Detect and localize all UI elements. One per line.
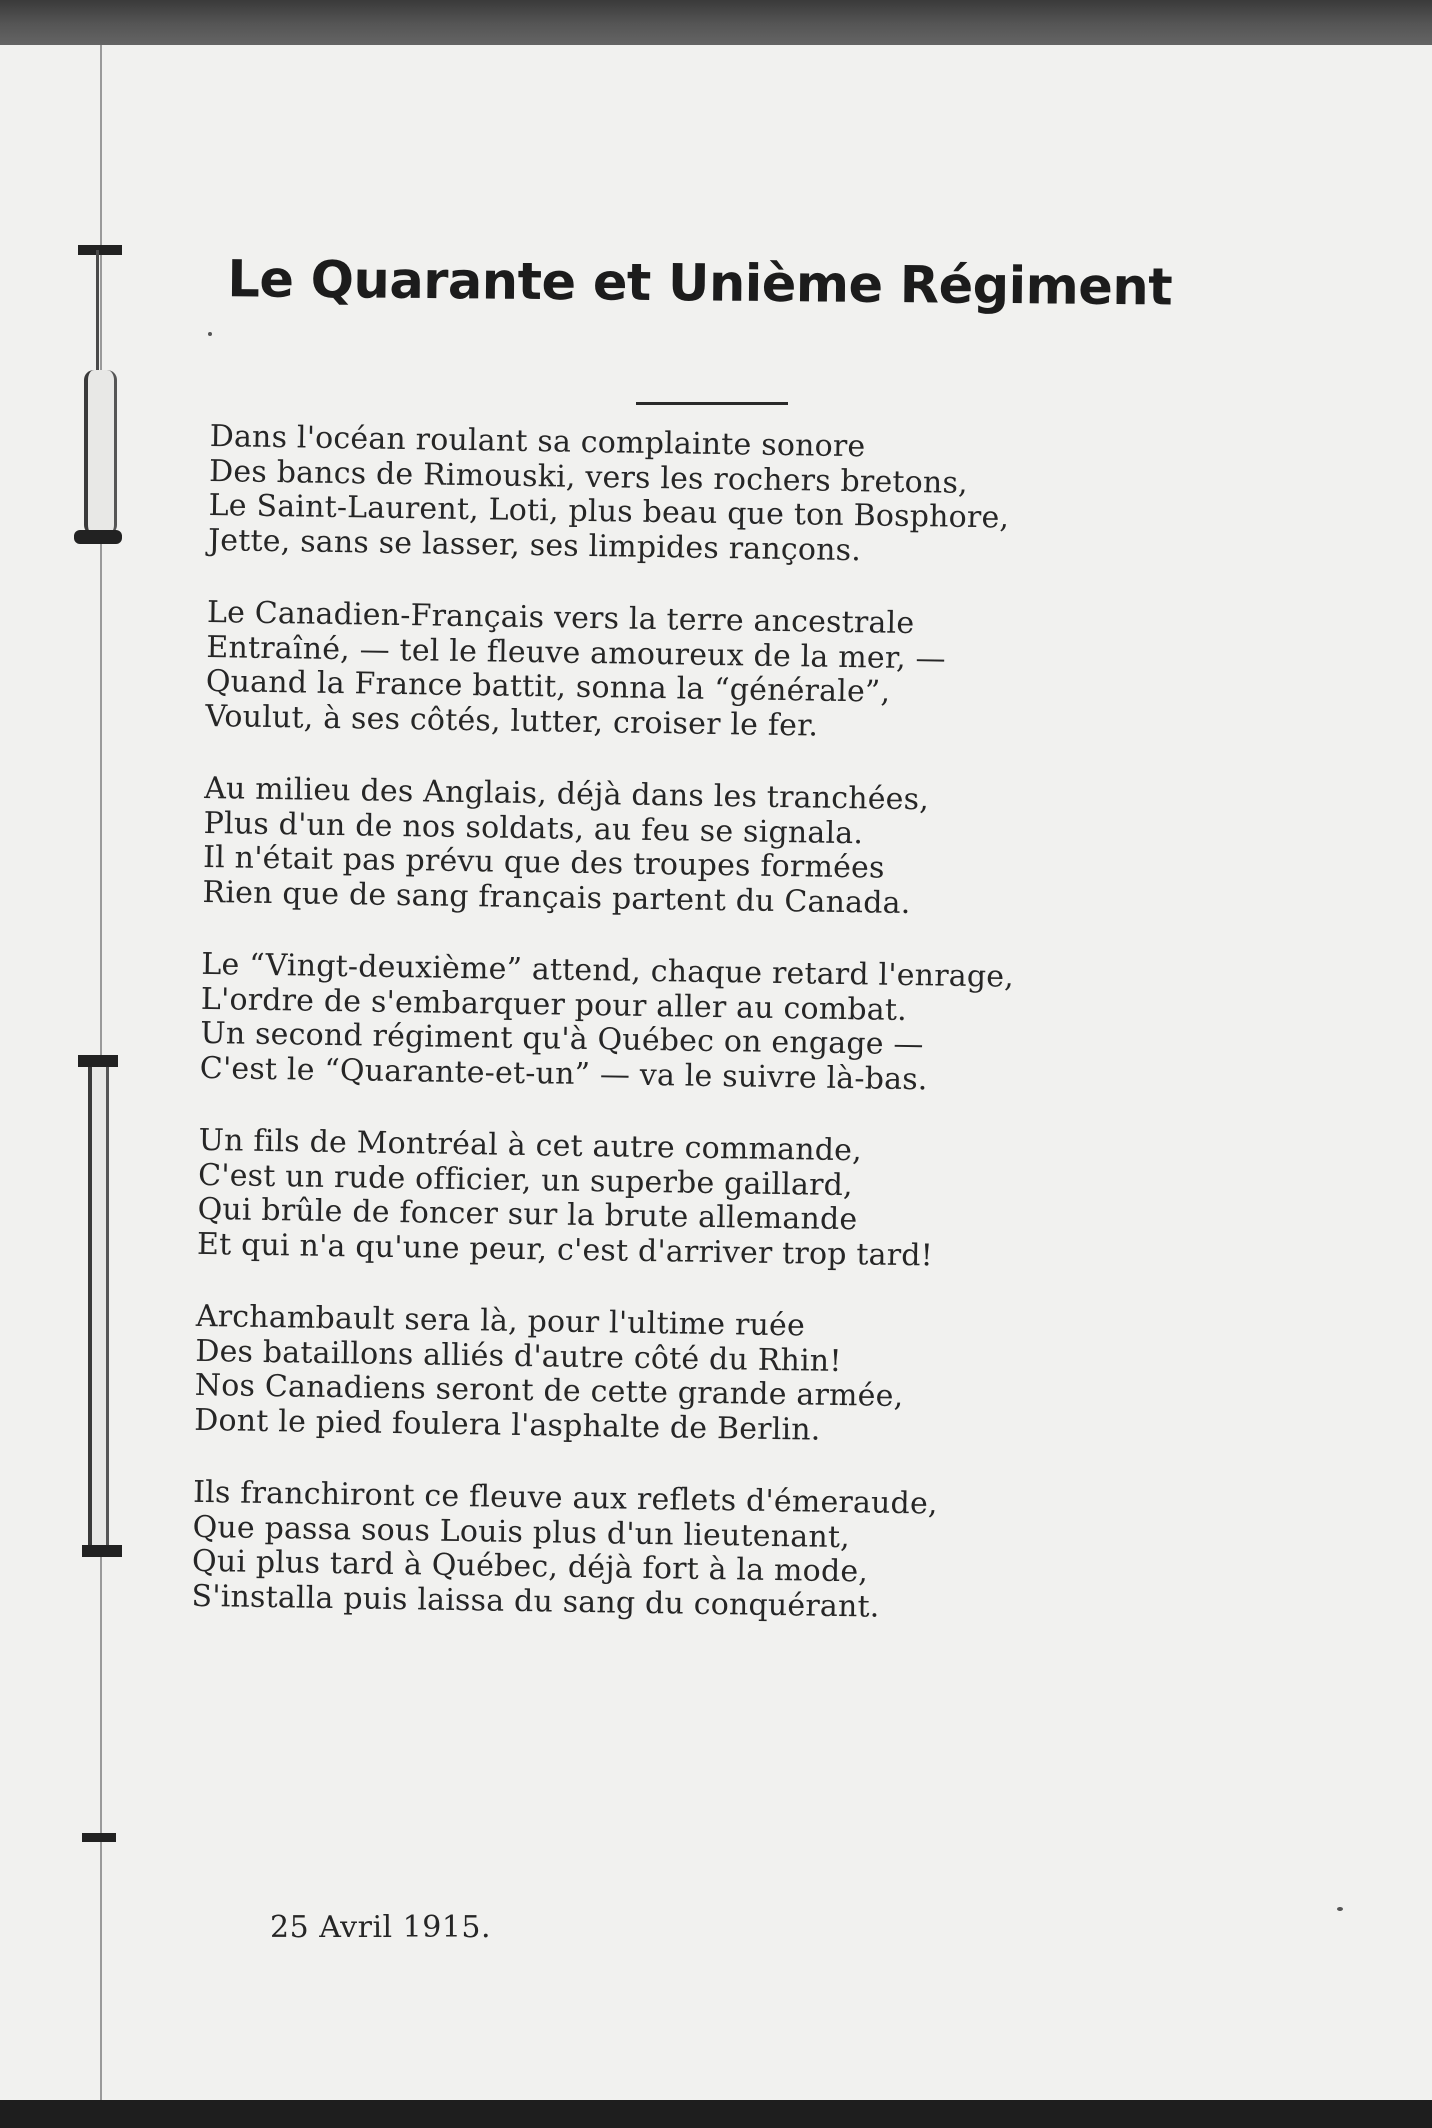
verse-line: Au milieu des Anglais, déjà dans les tranchées, xyxy=(203,770,930,818)
binding-thread-upper xyxy=(96,250,99,370)
verse-line: Entraîné, — tel le fleuve amoureux de la mer, — xyxy=(206,629,947,677)
verse-line: Un fils de Montréal à cet autre commande, xyxy=(198,1122,863,1169)
poem-body xyxy=(191,420,1210,1668)
poem-title: Le Quarante et Unième Régiment xyxy=(227,250,1173,318)
verse-line: Voulut, à ses côtés, lutter, croiser le fer. xyxy=(205,698,819,744)
binding-knot-lower xyxy=(82,1545,122,1557)
verse-line: Que passa sous Louis plus d'un lieutenant, xyxy=(192,1509,851,1555)
binding-knot-bottom xyxy=(82,1833,116,1842)
verse-line: C'est le “Quarante-et-un” — va le suivre là-bas. xyxy=(199,1050,928,1097)
binding-cord-long xyxy=(88,1067,109,1547)
ink-speck xyxy=(208,332,212,336)
binding-knot-upper-end xyxy=(74,530,122,544)
poem-date: 25 Avril 1915. xyxy=(270,1910,492,1945)
verse-line: Ils franchiront ce fleuve aux reflets d'émeraude, xyxy=(192,1474,938,1522)
verse-line: Le “Vingt-deuxième” attend, chaque retard l'enrage, xyxy=(201,946,1015,995)
stanza xyxy=(205,596,1207,750)
book-page xyxy=(0,45,1432,2100)
stanza xyxy=(208,420,1210,574)
verse-line: Il n'était pas prévu que des troupes formées xyxy=(202,839,885,886)
sewn-binding xyxy=(60,45,140,2100)
verse-line: Plus d'un de nos soldats, au feu se signala. xyxy=(203,805,864,851)
verse-line: L'ordre de s'embarquer pour aller au combat. xyxy=(200,981,908,1028)
stanza xyxy=(197,1124,1199,1278)
verse-line: Archambault sera là, pour l'ultime ruée xyxy=(195,1298,806,1344)
binding-knot-middle xyxy=(78,1055,118,1067)
verse-line: Qui brûle de foncer sur la brute allemande xyxy=(197,1191,858,1238)
ink-speck xyxy=(1337,1907,1343,1911)
stanza xyxy=(191,1476,1193,1630)
verse-line: C'est un rude officier, un superbe gaillard, xyxy=(197,1157,854,1203)
verse-line: Le Saint-Laurent, Loti, plus beau que ton Bosphore, xyxy=(208,487,1010,536)
verse-line: S'installa puis laissa du sang du conquérant. xyxy=(191,1578,880,1625)
verse-line: Qui plus tard à Québec, déjà fort à la mode, xyxy=(191,1543,869,1590)
scan-bottom-edge xyxy=(0,2100,1432,2128)
verse-line: Le Canadien-Français vers la terre ancestrale xyxy=(206,594,915,642)
verse-line: Rien que de sang français partent du Canada. xyxy=(202,874,911,921)
title-underline xyxy=(636,402,788,405)
verse-line: Quand la France battit, sonna la “générale”, xyxy=(205,663,891,710)
stanza xyxy=(202,772,1204,926)
verse-line: Dans l'océan roulant sa complainte sonore xyxy=(209,419,866,465)
verse-line: Nos Canadiens seront de cette grande armée, xyxy=(194,1367,904,1415)
verse-line: Et qui n'a qu'une peur, c'est d'arriver trop tard! xyxy=(196,1226,934,1273)
stanza xyxy=(200,948,1202,1102)
stanza xyxy=(194,1300,1196,1454)
verse-line: Un second régiment qu'à Québec on engage — xyxy=(200,1015,924,1063)
verse-line: Jette, sans se lasser, ses limpides rançons. xyxy=(207,522,862,568)
binding-knot-top xyxy=(78,245,122,255)
verse-line: Des bataillons alliés d'autre côté du Rhin! xyxy=(195,1333,842,1379)
verse-line: Dont le pied foulera l'asphalte de Berlin. xyxy=(194,1402,821,1448)
binding-cord-upper xyxy=(84,370,117,535)
verse-line: Des bancs de Rimouski, vers les rochers bretons, xyxy=(208,453,969,501)
